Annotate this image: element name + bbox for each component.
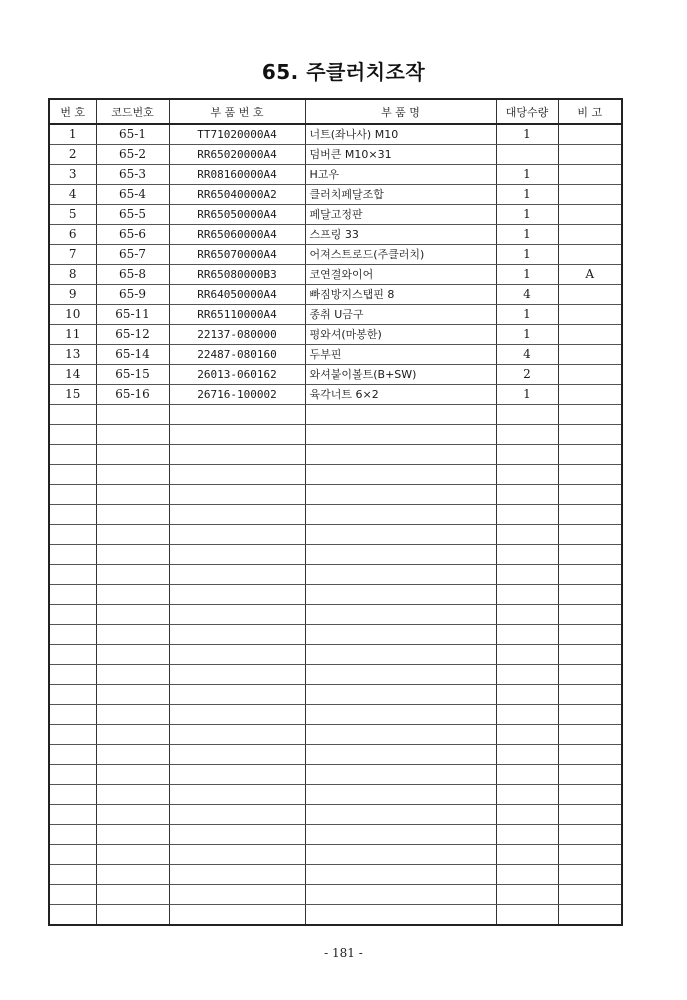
row-no-cell bbox=[49, 465, 96, 485]
row-part-no-cell: RR65050000A4 bbox=[169, 205, 305, 225]
row-code-cell bbox=[96, 825, 169, 845]
table-row bbox=[49, 325, 622, 345]
row-code-cell: 65-15 bbox=[96, 365, 169, 385]
row-qty-cell bbox=[496, 445, 558, 465]
row-qty-cell bbox=[496, 505, 558, 525]
row-remark-cell bbox=[558, 905, 622, 926]
row-qty-cell bbox=[496, 685, 558, 705]
row-no-cell bbox=[49, 565, 96, 585]
row-part-no-cell: RR65060000A4 bbox=[169, 225, 305, 245]
row-remark-cell bbox=[558, 285, 622, 305]
row-code-cell bbox=[96, 465, 169, 485]
row-code-cell: 65-8 bbox=[96, 265, 169, 285]
row-part-no-cell bbox=[169, 625, 305, 645]
row-code-cell bbox=[96, 565, 169, 585]
empty-table-row bbox=[49, 885, 622, 905]
row-remark-cell bbox=[558, 585, 622, 605]
row-code-cell bbox=[96, 685, 169, 705]
empty-table-row bbox=[49, 425, 622, 445]
row-no-cell bbox=[49, 505, 96, 525]
page-title: 65. 주클러치조작 bbox=[261, 60, 426, 84]
header-row bbox=[49, 99, 622, 124]
row-qty-cell bbox=[496, 725, 558, 745]
row-part-name-cell: 와셔붙이볼트(B+SW) bbox=[305, 365, 496, 385]
row-no-cell bbox=[49, 705, 96, 725]
row-remark-cell bbox=[558, 865, 622, 885]
table-row bbox=[49, 385, 622, 405]
row-part-no-cell bbox=[169, 485, 305, 505]
row-remark-cell bbox=[558, 505, 622, 525]
row-code-cell bbox=[96, 625, 169, 645]
row-qty-cell bbox=[496, 145, 558, 165]
empty-table-row bbox=[49, 725, 622, 745]
row-no-cell bbox=[49, 645, 96, 665]
row-no-cell bbox=[49, 885, 96, 905]
row-no-cell bbox=[49, 425, 96, 445]
row-part-no-cell: RR65070000A4 bbox=[169, 245, 305, 265]
row-remark-cell bbox=[558, 745, 622, 765]
table-row bbox=[49, 305, 622, 325]
row-code-cell: 65-14 bbox=[96, 345, 169, 365]
empty-table-row bbox=[49, 525, 622, 545]
row-part-no-cell bbox=[169, 525, 305, 545]
table-row bbox=[49, 265, 622, 285]
row-remark-cell bbox=[558, 845, 622, 865]
row-qty-cell: 1 bbox=[496, 385, 558, 405]
row-qty-cell bbox=[496, 545, 558, 565]
table-row bbox=[49, 124, 622, 145]
row-remark-cell bbox=[558, 385, 622, 405]
row-no-cell bbox=[49, 845, 96, 865]
row-code-cell bbox=[96, 845, 169, 865]
table-row bbox=[49, 225, 622, 245]
row-part-name-cell bbox=[305, 525, 496, 545]
row-qty-cell bbox=[496, 745, 558, 765]
row-part-name-cell bbox=[305, 785, 496, 805]
row-part-no-cell bbox=[169, 805, 305, 825]
row-part-no-cell bbox=[169, 645, 305, 665]
row-part-no-cell bbox=[169, 405, 305, 425]
row-part-name-cell: 클러치페달조합 bbox=[305, 185, 496, 205]
row-code-cell: 65-5 bbox=[96, 205, 169, 225]
row-part-no-cell bbox=[169, 565, 305, 585]
row-part-name-cell bbox=[305, 585, 496, 605]
header-qty: 대당수량 bbox=[496, 99, 558, 124]
table-body bbox=[49, 124, 622, 925]
empty-table-row bbox=[49, 865, 622, 885]
empty-table-row bbox=[49, 445, 622, 465]
row-part-name-cell bbox=[305, 725, 496, 745]
row-qty-cell bbox=[496, 525, 558, 545]
row-remark-cell bbox=[558, 785, 622, 805]
empty-table-row bbox=[49, 765, 622, 785]
row-qty-cell bbox=[496, 825, 558, 845]
row-part-no-cell: RR65110000A4 bbox=[169, 305, 305, 325]
row-part-no-cell bbox=[169, 585, 305, 605]
row-qty-cell bbox=[496, 645, 558, 665]
row-part-name-cell bbox=[305, 685, 496, 705]
row-no-cell: 9 bbox=[49, 285, 96, 305]
row-part-no-cell bbox=[169, 705, 305, 725]
row-part-name-cell bbox=[305, 845, 496, 865]
row-part-name-cell: 스프링 33 bbox=[305, 225, 496, 245]
row-part-name-cell bbox=[305, 545, 496, 565]
empty-table-row bbox=[49, 665, 622, 685]
row-part-name-cell: 평와셔(마봉한) bbox=[305, 325, 496, 345]
row-qty-cell: 1 bbox=[496, 245, 558, 265]
row-no-cell: 13 bbox=[49, 345, 96, 365]
row-code-cell bbox=[96, 745, 169, 765]
row-no-cell: 10 bbox=[49, 305, 96, 325]
row-no-cell: 6 bbox=[49, 225, 96, 245]
row-qty-cell bbox=[496, 845, 558, 865]
row-remark-cell bbox=[558, 825, 622, 845]
row-no-cell bbox=[49, 725, 96, 745]
row-qty-cell: 1 bbox=[496, 165, 558, 185]
empty-table-row bbox=[49, 465, 622, 485]
row-code-cell bbox=[96, 485, 169, 505]
row-part-name-cell bbox=[305, 445, 496, 465]
row-remark-cell bbox=[558, 305, 622, 325]
row-remark-cell: A bbox=[558, 265, 622, 285]
row-remark-cell bbox=[558, 665, 622, 685]
row-part-no-cell: 26013-060162 bbox=[169, 365, 305, 385]
row-remark-cell bbox=[558, 124, 622, 145]
row-code-cell: 65-7 bbox=[96, 245, 169, 265]
page-number: - 181 - bbox=[324, 946, 363, 960]
row-code-cell bbox=[96, 905, 169, 926]
row-part-name-cell: 육각너트 6×2 bbox=[305, 385, 496, 405]
row-part-no-cell: 22137-080000 bbox=[169, 325, 305, 345]
row-code-cell bbox=[96, 765, 169, 785]
row-part-name-cell bbox=[305, 505, 496, 525]
row-remark-cell bbox=[558, 605, 622, 625]
row-code-cell bbox=[96, 585, 169, 605]
row-part-no-cell bbox=[169, 725, 305, 745]
row-qty-cell bbox=[496, 585, 558, 605]
row-part-name-cell bbox=[305, 645, 496, 665]
row-code-cell bbox=[96, 865, 169, 885]
row-part-name-cell bbox=[305, 565, 496, 585]
row-remark-cell bbox=[558, 225, 622, 245]
row-remark-cell bbox=[558, 625, 622, 645]
row-qty-cell bbox=[496, 665, 558, 685]
row-part-no-cell bbox=[169, 785, 305, 805]
row-part-name-cell bbox=[305, 485, 496, 505]
row-no-cell bbox=[49, 585, 96, 605]
row-no-cell bbox=[49, 545, 96, 565]
empty-table-row bbox=[49, 905, 622, 926]
row-remark-cell bbox=[558, 445, 622, 465]
row-no-cell bbox=[49, 765, 96, 785]
empty-table-row bbox=[49, 505, 622, 525]
row-part-name-cell: 두부핀 bbox=[305, 345, 496, 365]
row-remark-cell bbox=[558, 465, 622, 485]
row-no-cell: 15 bbox=[49, 385, 96, 405]
row-part-no-cell bbox=[169, 685, 305, 705]
row-part-name-cell bbox=[305, 705, 496, 725]
parts-table bbox=[48, 98, 623, 926]
row-qty-cell: 4 bbox=[496, 285, 558, 305]
row-part-name-cell: 덤버큰 M10×31 bbox=[305, 145, 496, 165]
row-code-cell bbox=[96, 645, 169, 665]
row-part-name-cell bbox=[305, 465, 496, 485]
row-remark-cell bbox=[558, 345, 622, 365]
empty-table-row bbox=[49, 645, 622, 665]
row-no-cell bbox=[49, 625, 96, 645]
row-no-cell bbox=[49, 445, 96, 465]
row-part-name-cell bbox=[305, 825, 496, 845]
row-no-cell bbox=[49, 805, 96, 825]
row-qty-cell: 1 bbox=[496, 265, 558, 285]
row-part-no-cell bbox=[169, 825, 305, 845]
row-part-name-cell bbox=[305, 425, 496, 445]
row-part-no-cell: TT71020000A4 bbox=[169, 124, 305, 145]
row-qty-cell bbox=[496, 465, 558, 485]
row-remark-cell bbox=[558, 245, 622, 265]
row-qty-cell: 1 bbox=[496, 225, 558, 245]
header-part-name: 부 품 명 bbox=[305, 99, 496, 124]
row-remark-cell bbox=[558, 485, 622, 505]
row-code-cell bbox=[96, 665, 169, 685]
row-part-name-cell bbox=[305, 885, 496, 905]
empty-table-row bbox=[49, 585, 622, 605]
table-row bbox=[49, 345, 622, 365]
row-qty-cell: 1 bbox=[496, 325, 558, 345]
row-no-cell: 11 bbox=[49, 325, 96, 345]
row-qty-cell bbox=[496, 625, 558, 645]
empty-table-row bbox=[49, 825, 622, 845]
row-part-no-cell bbox=[169, 885, 305, 905]
row-remark-cell bbox=[558, 205, 622, 225]
table-row bbox=[49, 165, 622, 185]
row-part-name-cell bbox=[305, 805, 496, 825]
row-qty-cell bbox=[496, 905, 558, 926]
row-part-name-cell: 종취 U금구 bbox=[305, 305, 496, 325]
row-no-cell bbox=[49, 745, 96, 765]
row-part-name-cell bbox=[305, 865, 496, 885]
row-qty-cell bbox=[496, 605, 558, 625]
row-part-no-cell: RR65040000A2 bbox=[169, 185, 305, 205]
row-no-cell: 4 bbox=[49, 185, 96, 205]
row-remark-cell bbox=[558, 765, 622, 785]
empty-table-row bbox=[49, 625, 622, 645]
row-no-cell: 14 bbox=[49, 365, 96, 385]
row-qty-cell: 2 bbox=[496, 365, 558, 385]
header-remark: 비 고 bbox=[558, 99, 622, 124]
table-row bbox=[49, 145, 622, 165]
row-part-no-cell bbox=[169, 665, 305, 685]
row-remark-cell bbox=[558, 725, 622, 745]
row-qty-cell bbox=[496, 885, 558, 905]
row-remark-cell bbox=[558, 545, 622, 565]
row-part-no-cell bbox=[169, 465, 305, 485]
row-remark-cell bbox=[558, 365, 622, 385]
row-code-cell bbox=[96, 785, 169, 805]
row-remark-cell bbox=[558, 805, 622, 825]
row-code-cell bbox=[96, 405, 169, 425]
row-no-cell bbox=[49, 405, 96, 425]
row-remark-cell bbox=[558, 705, 622, 725]
row-remark-cell bbox=[558, 325, 622, 345]
row-remark-cell bbox=[558, 525, 622, 545]
row-no-cell: 3 bbox=[49, 165, 96, 185]
row-part-name-cell: 어져스트로드(주클러치) bbox=[305, 245, 496, 265]
row-no-cell bbox=[49, 825, 96, 845]
row-code-cell bbox=[96, 605, 169, 625]
row-code-cell: 65-16 bbox=[96, 385, 169, 405]
row-code-cell: 65-11 bbox=[96, 305, 169, 325]
row-code-cell: 65-2 bbox=[96, 145, 169, 165]
row-no-cell bbox=[49, 685, 96, 705]
row-code-cell bbox=[96, 525, 169, 545]
empty-table-row bbox=[49, 485, 622, 505]
table-row bbox=[49, 185, 622, 205]
row-part-name-cell: 빠짐방지스탭핀 8 bbox=[305, 285, 496, 305]
row-code-cell bbox=[96, 425, 169, 445]
row-code-cell bbox=[96, 545, 169, 565]
row-code-cell bbox=[96, 445, 169, 465]
row-no-cell bbox=[49, 785, 96, 805]
header-part-no: 부 품 번 호 bbox=[169, 99, 305, 124]
table-row bbox=[49, 245, 622, 265]
empty-table-row bbox=[49, 685, 622, 705]
row-part-name-cell bbox=[305, 745, 496, 765]
row-qty-cell bbox=[496, 785, 558, 805]
empty-table-row bbox=[49, 565, 622, 585]
row-qty-cell: 1 bbox=[496, 305, 558, 325]
row-qty-cell bbox=[496, 405, 558, 425]
row-part-name-cell: 너트(좌나사) M10 bbox=[305, 124, 496, 145]
row-code-cell: 65-12 bbox=[96, 325, 169, 345]
row-part-no-cell bbox=[169, 865, 305, 885]
row-part-no-cell: RR64050000A4 bbox=[169, 285, 305, 305]
row-code-cell: 65-3 bbox=[96, 165, 169, 185]
table-row bbox=[49, 285, 622, 305]
row-part-name-cell: 코연결와이어 bbox=[305, 265, 496, 285]
row-code-cell: 65-6 bbox=[96, 225, 169, 245]
row-no-cell bbox=[49, 905, 96, 926]
row-part-no-cell bbox=[169, 905, 305, 926]
row-remark-cell bbox=[558, 425, 622, 445]
row-qty-cell bbox=[496, 565, 558, 585]
row-remark-cell bbox=[558, 165, 622, 185]
row-remark-cell bbox=[558, 645, 622, 665]
row-part-name-cell bbox=[305, 605, 496, 625]
row-code-cell: 65-4 bbox=[96, 185, 169, 205]
row-part-no-cell bbox=[169, 445, 305, 465]
empty-table-row bbox=[49, 785, 622, 805]
row-part-name-cell bbox=[305, 905, 496, 926]
empty-table-row bbox=[49, 745, 622, 765]
row-code-cell bbox=[96, 705, 169, 725]
row-part-no-cell: RR65020000A4 bbox=[169, 145, 305, 165]
empty-table-row bbox=[49, 705, 622, 725]
row-code-cell: 65-1 bbox=[96, 124, 169, 145]
row-no-cell bbox=[49, 485, 96, 505]
row-part-name-cell: 페달고정판 bbox=[305, 205, 496, 225]
row-part-no-cell: RR65080000B3 bbox=[169, 265, 305, 285]
row-qty-cell: 1 bbox=[496, 124, 558, 145]
row-no-cell: 2 bbox=[49, 145, 96, 165]
row-part-no-cell bbox=[169, 845, 305, 865]
row-remark-cell bbox=[558, 685, 622, 705]
row-no-cell: 7 bbox=[49, 245, 96, 265]
row-part-no-cell: 26716-100002 bbox=[169, 385, 305, 405]
header-code: 코드번호 bbox=[96, 99, 169, 124]
row-code-cell bbox=[96, 505, 169, 525]
row-part-name-cell: H고우 bbox=[305, 165, 496, 185]
row-qty-cell bbox=[496, 805, 558, 825]
row-part-no-cell bbox=[169, 745, 305, 765]
row-part-no-cell: RR08160000A4 bbox=[169, 165, 305, 185]
row-qty-cell bbox=[496, 765, 558, 785]
row-qty-cell: 1 bbox=[496, 205, 558, 225]
row-part-no-cell bbox=[169, 605, 305, 625]
empty-table-row bbox=[49, 845, 622, 865]
empty-table-row bbox=[49, 605, 622, 625]
row-part-no-cell bbox=[169, 425, 305, 445]
row-no-cell: 5 bbox=[49, 205, 96, 225]
row-no-cell bbox=[49, 865, 96, 885]
header-no: 번 호 bbox=[49, 99, 96, 124]
row-no-cell bbox=[49, 605, 96, 625]
row-part-no-cell bbox=[169, 545, 305, 565]
row-remark-cell bbox=[558, 405, 622, 425]
table-row bbox=[49, 205, 622, 225]
row-no-cell: 8 bbox=[49, 265, 96, 285]
empty-table-row bbox=[49, 405, 622, 425]
row-code-cell bbox=[96, 805, 169, 825]
empty-table-row bbox=[49, 805, 622, 825]
row-qty-cell bbox=[496, 865, 558, 885]
row-part-no-cell bbox=[169, 765, 305, 785]
row-remark-cell bbox=[558, 565, 622, 585]
row-qty-cell: 4 bbox=[496, 345, 558, 365]
row-part-no-cell bbox=[169, 505, 305, 525]
row-part-name-cell bbox=[305, 765, 496, 785]
row-no-cell: 1 bbox=[49, 124, 96, 145]
row-qty-cell bbox=[496, 425, 558, 445]
row-part-no-cell: 22487-080160 bbox=[169, 345, 305, 365]
row-remark-cell bbox=[558, 885, 622, 905]
row-part-name-cell bbox=[305, 625, 496, 645]
row-code-cell bbox=[96, 725, 169, 745]
row-qty-cell bbox=[496, 485, 558, 505]
row-qty-cell: 1 bbox=[496, 185, 558, 205]
row-qty-cell bbox=[496, 705, 558, 725]
row-no-cell bbox=[49, 525, 96, 545]
row-code-cell: 65-9 bbox=[96, 285, 169, 305]
row-remark-cell bbox=[558, 145, 622, 165]
row-part-name-cell bbox=[305, 665, 496, 685]
empty-table-row bbox=[49, 545, 622, 565]
row-code-cell bbox=[96, 885, 169, 905]
row-no-cell bbox=[49, 665, 96, 685]
table-row bbox=[49, 365, 622, 385]
row-remark-cell bbox=[558, 185, 622, 205]
row-part-name-cell bbox=[305, 405, 496, 425]
